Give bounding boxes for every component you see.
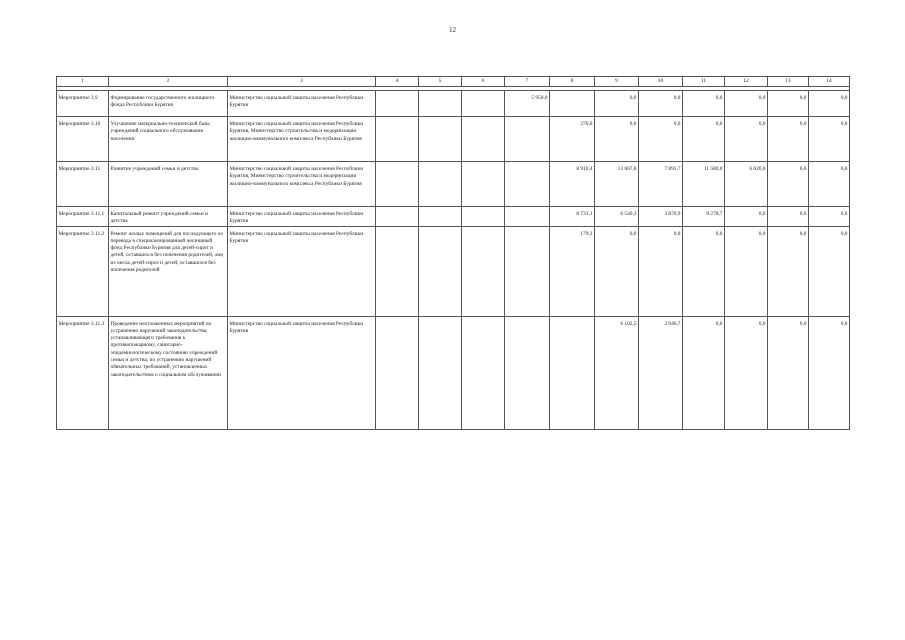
value-cell (419, 117, 462, 162)
column-header: 1 (57, 77, 109, 87)
column-header: 13 (768, 77, 809, 87)
value-cell (505, 316, 550, 429)
column-header: 7 (505, 77, 550, 87)
page-number: 12 (449, 26, 456, 34)
value-cell: 0,0 (725, 226, 768, 316)
activity-id: Мероприятие 3.11 (57, 162, 109, 207)
value-cell (376, 226, 419, 316)
value-cell: 5 950,0 (505, 91, 550, 117)
value-cell: 0,0 (595, 117, 639, 162)
value-cell: 0,0 (768, 162, 809, 207)
value-cell: 0,0 (768, 117, 809, 162)
activity-id: Мероприятие 3.10 (57, 117, 109, 162)
activity-id: Мероприятие 3.11.3 (57, 316, 109, 429)
column-header: 14 (809, 77, 850, 87)
value-cell (550, 316, 595, 429)
value-cell (419, 316, 462, 429)
value-cell: 13 667,8 (595, 162, 639, 207)
value-cell: 8 731,1 (550, 207, 595, 227)
value-cell: 0,0 (725, 316, 768, 429)
column-header: 10 (639, 77, 683, 87)
value-cell: 7 891,7 (639, 162, 683, 207)
value-cell: 2 946,7 (639, 316, 683, 429)
value-cell (462, 226, 505, 316)
activity-executor: Министерство социальной защиты населения Республики Бурятия, Министерство строительства и модернизации жилищно-коммунального комплекса Республики Бурятия (228, 162, 376, 207)
value-cell: 0,0 (683, 226, 725, 316)
value-cell: 3 870,9 (639, 207, 683, 227)
value-cell: 0,0 (809, 226, 850, 316)
value-cell: 270,0 (550, 117, 595, 162)
value-cell: 0,0 (595, 91, 639, 117)
table-row (57, 117, 850, 162)
value-cell: 0,0 (683, 117, 725, 162)
value-cell (462, 207, 505, 227)
value-cell: 179,3 (550, 226, 595, 316)
program-activities-table (56, 76, 850, 430)
value-cell: 0,0 (725, 207, 768, 227)
value-cell: 0,0 (768, 91, 809, 117)
column-header: 12 (725, 77, 768, 87)
value-cell (505, 207, 550, 227)
value-cell (376, 162, 419, 207)
value-cell (376, 117, 419, 162)
value-cell: 0,0 (809, 162, 850, 207)
activity-id: Мероприятие 3.11.1 (57, 207, 109, 227)
column-header: 9 (595, 77, 639, 87)
value-cell: 0,0 (768, 226, 809, 316)
activity-executor: Министерство социальной защиты населения Республики Бурятия (228, 91, 376, 117)
value-cell: 6 620,6 (725, 162, 768, 207)
value-cell: 6 102,5 (595, 316, 639, 429)
value-cell: 0,0 (725, 91, 768, 117)
column-header: 3 (228, 77, 376, 87)
value-cell: 0,0 (595, 226, 639, 316)
column-header: 8 (550, 77, 595, 87)
value-cell: 9 278,7 (683, 207, 725, 227)
activity-name: Развитие учреждений семьи и детства (109, 162, 228, 207)
activity-executor: Министерство социальной защиты населения Республики Бурятия (228, 207, 376, 227)
table-row (57, 226, 850, 316)
value-cell (419, 91, 462, 117)
value-cell (462, 91, 505, 117)
table-row (57, 316, 850, 429)
value-cell: 0,0 (639, 91, 683, 117)
value-cell (376, 316, 419, 429)
value-cell: 8 910,4 (550, 162, 595, 207)
activity-executor: Министерство социальной защиты населения Республики Бурятия, Министерство строительства и модернизации жилищно-коммунального комплекса Республики Бурятия (228, 117, 376, 162)
value-cell (419, 162, 462, 207)
column-header: 5 (419, 77, 462, 87)
activity-name: Капитальный ремонт учреждений семьи и детства (109, 207, 228, 227)
value-cell: 0,0 (639, 117, 683, 162)
value-cell: 0,0 (809, 117, 850, 162)
value-cell: 0,0 (809, 316, 850, 429)
value-cell (550, 91, 595, 117)
value-cell (505, 226, 550, 316)
value-cell: 0,0 (768, 316, 809, 429)
column-header: 11 (683, 77, 725, 87)
value-cell (505, 117, 550, 162)
value-cell: 0,0 (768, 207, 809, 227)
value-cell: 0,0 (683, 316, 725, 429)
activity-id: Мероприятие 3.11.2 (57, 226, 109, 316)
activity-executor: Министерство социальной защиты населения Республики Бурятия (228, 226, 376, 316)
column-header: 2 (109, 77, 228, 87)
value-cell (376, 207, 419, 227)
value-cell (376, 91, 419, 117)
value-cell (505, 162, 550, 207)
activity-name: Проведение неотложенных мероприятий по устранению нарушений законодательства, устанавливающего требования к противопожарному, санитарно-эпидемиологическому состоянию учреждений семьи и детства, по устранению нарушений обязательных требований, установленных законодательством о социальном обслуживании (109, 316, 228, 429)
value-cell (462, 162, 505, 207)
activity-executor: Министерство социальной защиты населения Республики Бурятия (228, 316, 376, 429)
value-cell: 0,0 (725, 117, 768, 162)
activity-name: Улучшение материально-технической базы учреждений социального обслуживания населения (109, 117, 228, 162)
table-row (57, 91, 850, 117)
value-cell: 0,0 (809, 207, 850, 227)
value-cell: 0,0 (683, 91, 725, 117)
activity-name: Формирование государственного жилищного фонда Республики Бурятия (109, 91, 228, 117)
value-cell: 11 580,0 (683, 162, 725, 207)
header-row (57, 77, 850, 87)
value-cell: 0,0 (639, 226, 683, 316)
activity-name: Ремонт жилых помещений для последующего их перевода в специализированный жилищный фонд Республики Бурятия для детей-сирот и детей, оставшихся без попечения родителей, лиц из числа детей-сирот и детей, оставшихся без попечения родителей (109, 226, 228, 316)
column-header: 4 (376, 77, 419, 87)
column-header: 6 (462, 77, 505, 87)
value-cell (419, 226, 462, 316)
value-cell (462, 316, 505, 429)
table-row (57, 207, 850, 227)
value-cell (419, 207, 462, 227)
value-cell: 6 540,3 (595, 207, 639, 227)
table-row (57, 162, 850, 207)
value-cell (462, 117, 505, 162)
activity-id: Мероприятие 3.9 (57, 91, 109, 117)
value-cell: 0,0 (809, 91, 850, 117)
